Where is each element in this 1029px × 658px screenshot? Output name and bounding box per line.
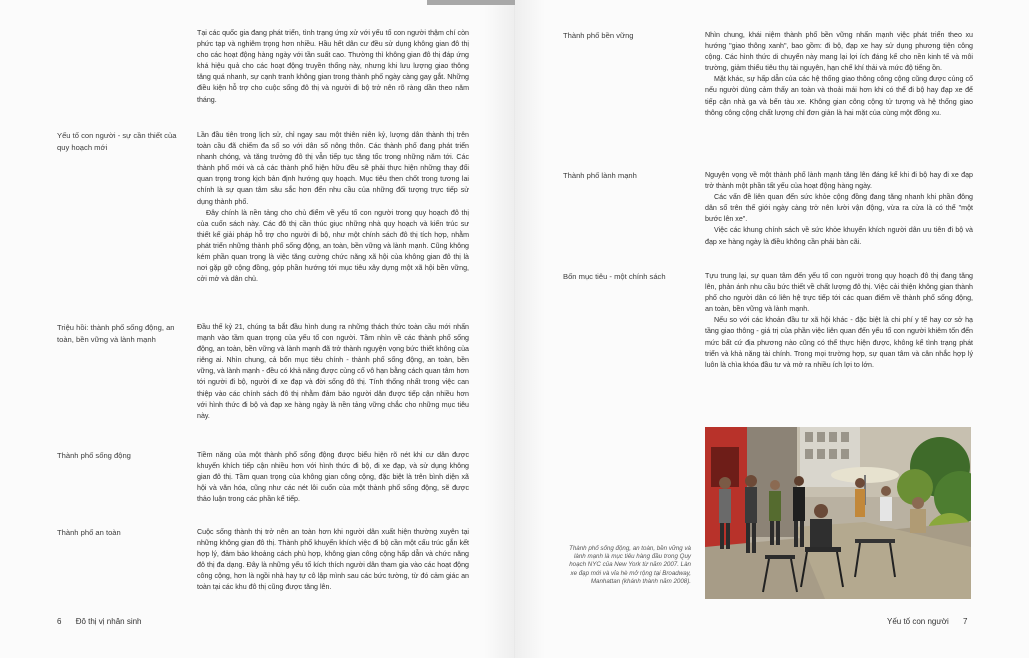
section-body-healthy-city <box>705 170 973 248</box>
paragraph: Đây chính là nền tảng cho chủ điểm về yếu tố con người trong quy hoạch đô thị của cuốn sách này. Các đô thị cần thúc giục những nhà quy hoạch và kiến trúc sư thiết kế giải pháp hỗ trợ cho người đi bộ, như một chính sách đô thị tích hợp, nhằm phát triển những thành phố sống động, an toàn, bền vững và lành mạnh. Cũng không kém phần quan trọng là việc tăng cường chức năng xã hội của không gian đô thị là nơi gặp gỡ cộng đồng, góp phần hướng tới mục tiêu xây dựng một xã hội bền vững, cởi mở và dân chủ. <box>197 208 469 284</box>
intro-paragraph <box>197 28 469 106</box>
paragraph: Mặt khác, sự hấp dẫn của các hệ thống giao thông công cộng cũng được củng cố nếu người dùng cảm thấy an toàn và thoải mái hơn khi có thể đi bộ hay đạp xe để tiếp cận nhà ga và bến tàu xe. Không gian công cộng tử tượng và hệ thống giao thông công cộng chất lượng chỉ đơn giản là hai mặt của cùng một đồng xu. <box>705 75 973 117</box>
paragraph: Tựu trung lại, sự quan tâm đến yếu tố con người trong quy hoạch đô thị đang tăng lên, phản ánh nhu cầu bức thiết về chất lượng đô thị. Việc cải thiện không gian thành phố cho người dân có liên hệ trực tiếp tới các quan điểm về thành phố sống động, an toàn, bền vững và lành mạnh. <box>705 272 973 314</box>
sidebar-heading-one-policy: Bốn mục tiêu - một chính sách <box>563 272 666 281</box>
paragraph: Tiềm năng của một thành phố sống động được biểu hiện rõ nét khi cư dân được khuyến khích tiếp cận nhiều hơn với hình thức đi bộ, đi xe đạp, và sử dụng không gian đô thị. Tầm quan trọng của không gian công cộng, đặc biệt là trên bình diện xã hội và văn hóa, cũng như các nét lôi cuốn của một thành phố sống động, sẽ được thảo luận trong các phần kế tiếp. <box>197 451 469 504</box>
section-body-human-dimension <box>197 130 469 285</box>
running-title: Đô thị vị nhân sinh <box>75 617 142 626</box>
street-scene-illustration <box>705 427 971 599</box>
sidebar-heading-four-goals: Triệu hồi: thành phố sống động, an toàn, bền vững và lành mạnh <box>57 323 175 344</box>
left-footer <box>57 617 142 626</box>
section-body-sustainable-city <box>705 30 973 119</box>
paragraph: Nhìn chung, khái niệm thành phố bền vững nhấn mạnh việc phát triển theo xu hướng "giao thông xanh", bao gồm: đi bộ, đạp xe hay sử dụng phương tiện công cộng. Các hình thức di chuyển này mang lại lợi ích đáng kể cho nền kinh tế và môi trường, giảm thiểu tiêu thụ tài nguyên, hạn chế khí thải và mức độ tiếng ồn. <box>705 31 973 73</box>
sidebar-heading-healthy-city: Thành phố lành mạnh <box>563 171 637 180</box>
paragraph: Việc các khung chính sách về sức khỏe khuyến khích người dân ưu tiên đi bộ và đạp xe hàng ngày là điều không cần phải bàn cãi. <box>705 226 973 246</box>
spine-shadow <box>515 0 545 658</box>
sidebar-heading-sustainable-city: Thành phố bền vững <box>563 31 634 40</box>
paragraph: Nguyện vọng về một thành phố lành mạnh tăng lên đáng kể khi đi bộ hay đi xe đạp trở thành một phần tất yếu của hoạt động hàng ngày. <box>705 171 973 191</box>
page-number: 6 <box>57 617 62 626</box>
section-body-safe-city <box>197 527 469 594</box>
right-footer <box>887 617 967 626</box>
spine-shadow <box>484 0 514 658</box>
section-body-one-policy <box>705 271 973 371</box>
left-page <box>0 0 514 658</box>
paragraph: Đầu thế kỷ 21, chúng ta bắt đầu hình dung ra những thách thức toàn cầu mới nhấn mạnh vào tầm quan trọng của yếu tố con người. Tầm nhìn về các thành phố sống động, an toàn, bền vững và lành mạnh đã trở thành nguyện vọng bức thiết không của riêng ai. Nhìn chung, cả bốn mục tiêu chính - thành phố sống động, an toàn, bền vững, và lành mạnh - đều có khả năng được củng cố vô hạn bằng cách quan tâm hơn tới người đi bộ, người đi xe đạp và đời sống đô thị. Tính thống nhất trong việc can thiệp vào các chính sách đô thị nhằm đảm bảo người dân được tiếp cận nhiều hơn với hình thức đi bộ và đạp xe hàng ngày là nền tảng vững chắc cho những mục tiêu này. <box>197 323 469 420</box>
street-photo <box>705 427 971 599</box>
sidebar-heading-human-dimension: Yếu tố con người - sự cần thiết của quy hoạch mới <box>57 131 177 152</box>
paragraph: Cuộc sống thành thị trở nên an toàn hơn khi người dân xuất hiện thường xuyên tại những không gian đô thị. Thành phố khuyến khích việc đi bộ cần một cấu trúc gắn kết hợp lý, đảm bảo khoảng cách phù hợp, không gian công cộng hấp dẫn và chức năng đô thị đa dạng. Đây là những yếu tố kích thích người dân tham gia vào các hoạt động công cộng, hơn là ngồi nhà hay tự cô lập mình sau các bức tường, từ đó cảm giác an toàn tại các khu đô thị cũng được tăng lên. <box>197 528 469 592</box>
section-body-lively-city <box>197 450 469 505</box>
sidebar-heading-lively-city: Thành phố sống động <box>57 451 131 460</box>
photo-caption: Thành phố sống động, an toàn, bền vững và lành mạnh là mục tiêu hàng đầu trong Quy hoạch NYC của New York từ năm 2007. Làn xe đạp mới và vỉa hè mở rộng tại Broadway, Manhattan (khánh thành năm 2008). <box>569 545 691 585</box>
paragraph: Lần đầu tiên trong lịch sử, chỉ ngay sau một thiên niên kỷ, lượng dân thành thị trên toàn cầu đã chiếm đa số so với dân số nông thôn. Các thành phố đang phát triển nhanh chóng, và tăng trưởng đô thị vẫn tiếp tục tăng tốc trong những năm tới. Các thành phố mới và cả các thành phố hiện hữu đều sẽ phải thực hiện những thay đổi quan trọng trong kịch bản định hướng quy hoạch. Mục tiêu then chốt trong tương lai chính là sự quan tâm sâu sắc hơn đến nhu cầu của những đối tượng trực tiếp sử dụng thành phố. <box>197 131 469 206</box>
sidebar-heading-safe-city: Thành phố an toàn <box>57 528 121 537</box>
section-body-four-goals <box>197 322 469 422</box>
page-number: 7 <box>962 617 968 626</box>
paragraph: Các vấn đề liên quan đến sức khỏe cộng đồng đang tăng nhanh khi phần đông dân số trên thế giới ngày càng trở nên lười vận động, vừa ra cửa là có thể "một bước lên xe". <box>705 193 973 224</box>
paragraph: Nếu so với các khoản đầu tư xã hội khác - đặc biệt là chi phí y tế hay cơ sở hạ tầng giao thông - giá trị của phần việc liên quan đến yếu tố con người khiêm tốn đến mức bất cứ địa phương nào cũng có thể thực hiện được, không kể tình trạng phát triển và khả năng tài chính. Trong mọi trường hợp, sự quan tâm và cân nhắc hợp lý luôn là chìa khóa đầu tư và mở ra nhiều ích lợi to lớn. <box>705 316 973 369</box>
paragraph: Tại các quốc gia đang phát triển, tình trạng ứng xử với yếu tố con người thậm chí còn phức tạp và nghiêm trọng hơn nhiều. Hầu hết dân cư đều sử dụng không gian đô thị cho các hoạt động hàng ngày với tần suất cao. Thường thì không gian đô thị đáp ứng khá hiệu quả cho các hoạt động truyền thống này, nhưng khi lưu lượng giao thông tăng quá nhanh, sự cạnh tranh không gian trong thành phố ngày càng gay gắt. Những điều kiện hỗ trợ cho cuộc sống đô thị và người đi bộ trở nên rõ ràng dần theo năm tháng. <box>197 29 469 104</box>
running-title: Yếu tố con người <box>887 617 949 626</box>
